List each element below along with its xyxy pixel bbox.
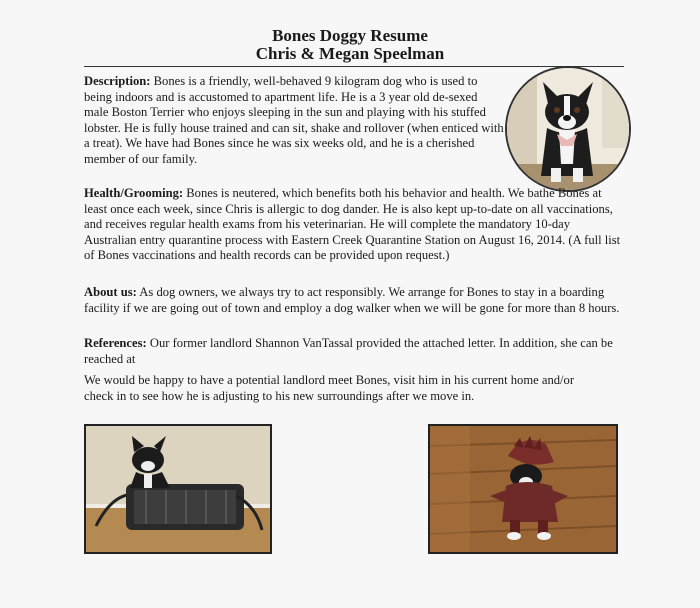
dog-portrait-photo [505, 66, 631, 192]
health-grooming-label: Health/Grooming: [84, 186, 184, 200]
dog-in-costume-photo [428, 424, 618, 554]
about-us-section [84, 285, 624, 316]
description-section [84, 74, 504, 168]
about-us-label: About us: [84, 285, 137, 299]
health-grooming-section [84, 186, 624, 264]
dog-in-carrier-photo [84, 424, 272, 554]
closing-paragraph: We would be happy to have a potential landlord meet Bones, visit him in his current home and/or check in to see how he is adjusting to his new surroundings after we move in. [84, 373, 575, 403]
about-us-text: As dog owners, we always try to act responsibly. We arrange for Bones to stay in a boarding facility if we are going out of town and employ a dog walker when we will be gone for more than 8 hours. [84, 285, 620, 315]
references-section [84, 336, 624, 367]
title-divider [84, 66, 624, 67]
description-text: Bones is a friendly, well-behaved 9 kilogram dog who is used to being indoors and is accustomed to apartment life. He is a 3 year old de-sexed male Boston Terrier who enjoys sleeping in the sun and playing with his stuffed lobster. He is fully house trained and can sit, shake and rollover (when enticed with a treat). We have had Bones since he was six weeks old, and he is a cherished member of our family. [84, 74, 504, 166]
owner-names: Chris & Megan Speelman [255, 44, 445, 63]
description-label: Description: [84, 74, 151, 88]
references-text: Our former landlord Shannon VanTassal provided the attached letter. In addition, she can be reached at [84, 336, 613, 366]
health-grooming-text: Bones is neutered, which benefits both his behavior and health. We bathe Bones at least once each week, since Chris is allergic to dog dander. He is also kept up-to-date on all vaccinations, and receives regular health exams from his veterinarian. He will complete the mandatory 10-day Australian entry quarantine process with Eastern Creek Quarantine Station on August 16, 2014. (A full list of Bones vaccinations and health records can be provided upon request.) [84, 186, 621, 263]
resume-title: Bones Doggy Resume [272, 26, 428, 45]
references-label: References: [84, 336, 147, 350]
